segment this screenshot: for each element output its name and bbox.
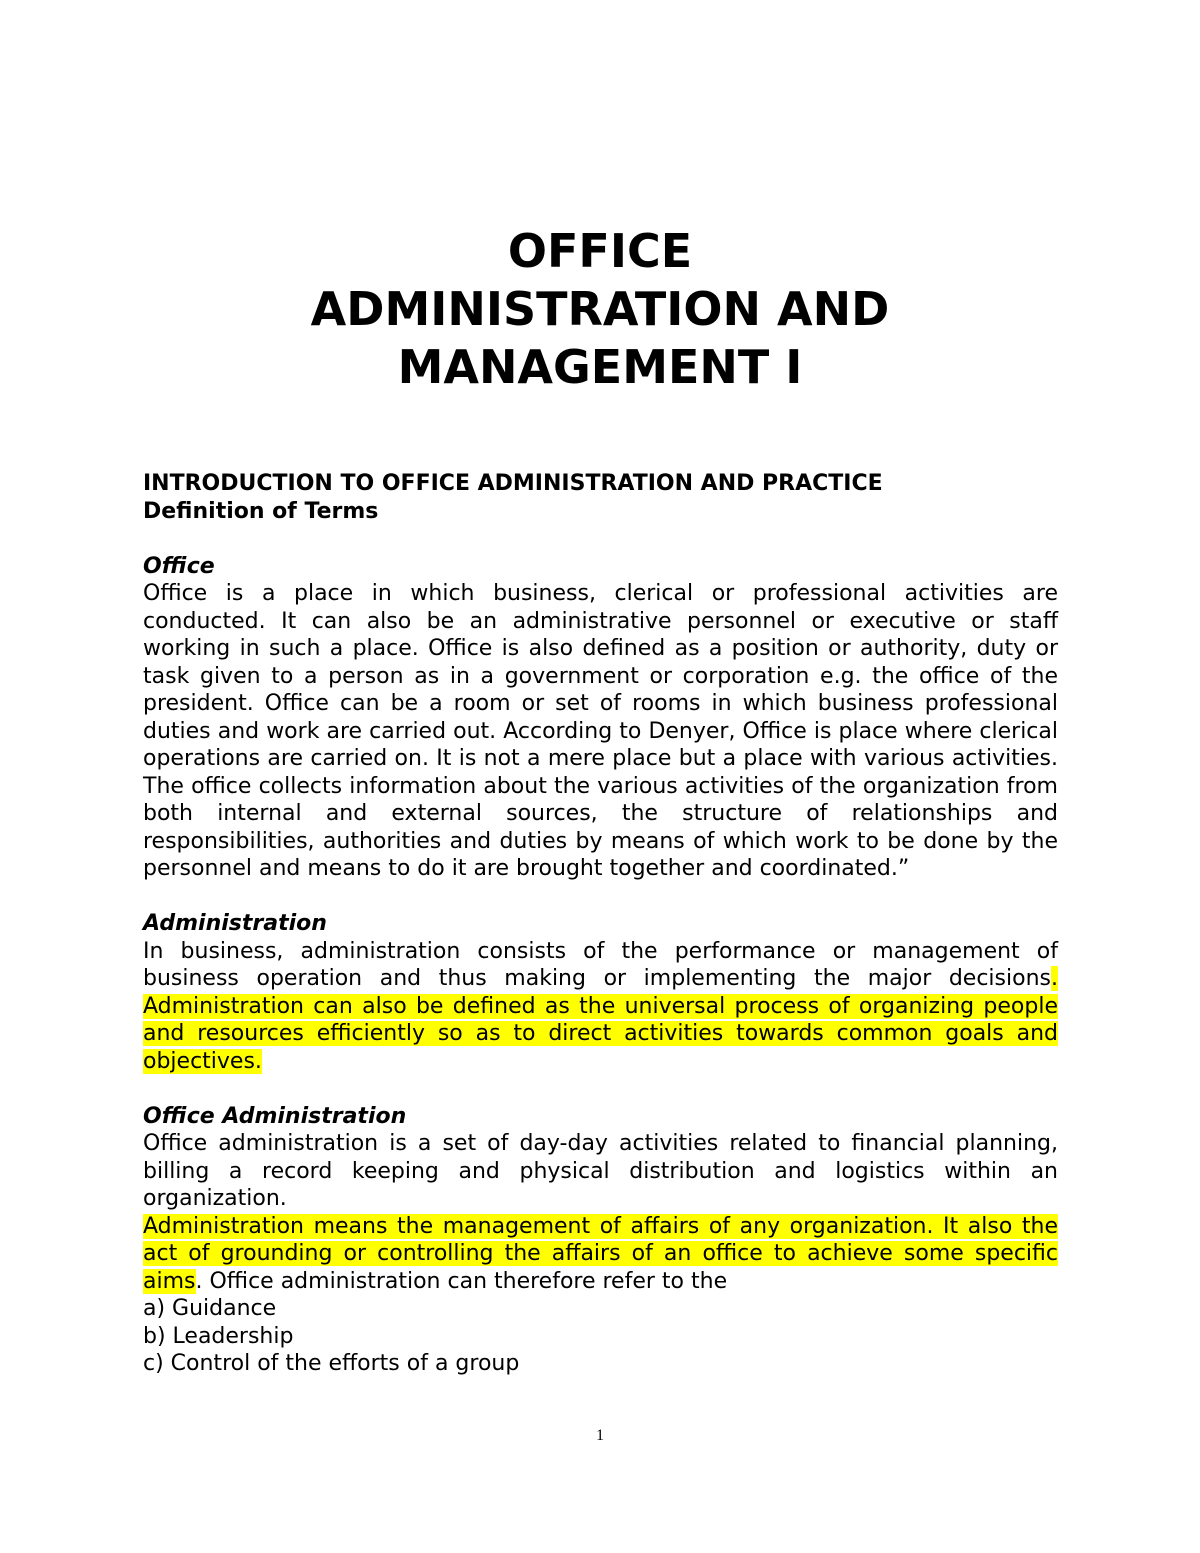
administration-heading: Administration bbox=[143, 911, 327, 936]
title-line-3: MANAGEMENT I bbox=[397, 340, 803, 394]
title-line-2: ADMINISTRATION AND bbox=[310, 282, 890, 336]
administration-text: In business, administration consists of the performance or management of business operation and thus making or implementing the major decisions bbox=[143, 938, 1058, 991]
office-paragraph: Office is a place in which business, clerical or professional activities are conducted. It can also be an administrative personnel or executive or staff working in such a place. Office is also defined as a position or authority, duty or task given to a person as in a government or corporation e.g. the office of the president. Office can be a room or set of rooms in which business professional duties and work are carried out. According to Denyer, Office is place where clerical operations are carried on. It is not a mere place but a place with various activities. The office collects information about the various activities of the organization from both internal and external sources, the structure of relationships and responsibilities, authorities and duties by means of which work to be done by the personnel and means to do it are brought together and coordinated.” bbox=[143, 581, 1058, 881]
office-administration-continuation: . Office administration can therefore refer to the bbox=[195, 1268, 728, 1294]
office-administration-paragraph-2 bbox=[143, 1213, 1058, 1296]
list-item-guidance: a) Guidance bbox=[143, 1296, 277, 1321]
document-body bbox=[143, 470, 1058, 1378]
office-administration-paragraph: Office administration is a set of day-day activities related to financial planning, billing a record keeping and physical distribution and logistics within an organization. bbox=[143, 1131, 1058, 1211]
subheading-definition-of-terms: Definition of Terms bbox=[143, 498, 379, 524]
administration-highlighted-text: Administration can also be defined as the universal process of organizing people and resources efficiently so as to direct activities towards common goals and objectives. bbox=[143, 993, 1058, 1074]
office-heading: Office bbox=[143, 553, 215, 579]
office-administration-heading: Office Administration bbox=[143, 1103, 407, 1129]
list-item-leadership: b) Leadership bbox=[143, 1323, 294, 1349]
office-administration-highlighted-text: Administration means the management of affairs of any organization. It also the act of grounding or controlling the affairs of an office to achieve some specific aims bbox=[143, 1213, 1058, 1294]
administration-highlight-period: . bbox=[1051, 966, 1058, 991]
section-heading: INTRODUCTION TO OFFICE ADMINISTRATION AND PRACTICE bbox=[143, 471, 883, 496]
document-title bbox=[0, 222, 1200, 396]
administration-paragraph bbox=[143, 938, 1058, 1076]
title-line-1: OFFICE bbox=[507, 224, 693, 278]
page-number: 1 bbox=[596, 1427, 604, 1444]
list-item-control: c) Control of the efforts of a group bbox=[143, 1351, 520, 1376]
